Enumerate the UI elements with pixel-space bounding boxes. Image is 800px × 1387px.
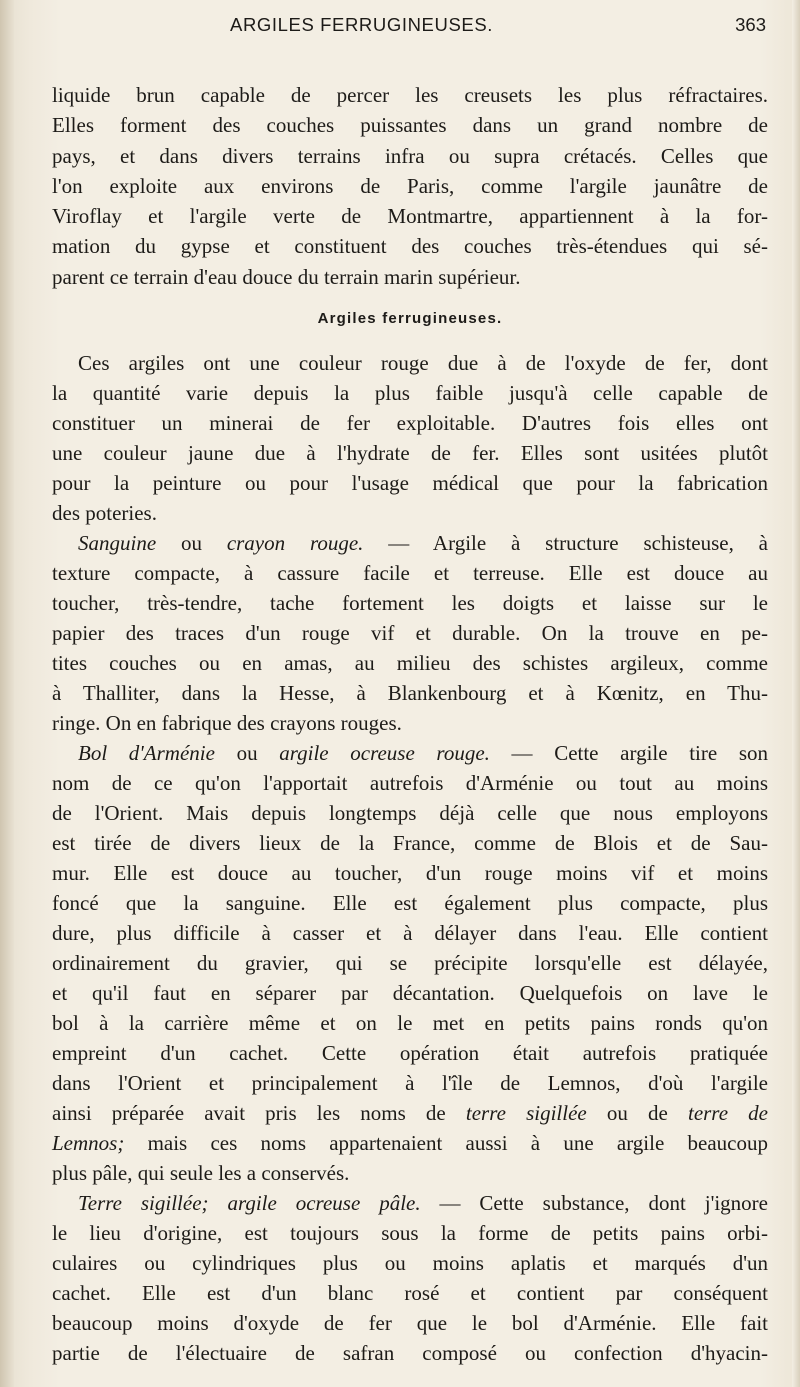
entry-text: — Cette argile tire son (489, 741, 769, 765)
entry-bol-first-line (52, 738, 768, 768)
term-sanguine: Sanguine (78, 531, 157, 555)
text-line: toucher, très-tendre, tache fortement les doigts et laisse sur le (52, 591, 768, 615)
text-line: papier des traces d'un rouge vif et durable. On la trouve en pe- (52, 621, 768, 645)
text-line: la quantité varie depuis la plus faible jusqu'à celle capable de (52, 381, 768, 405)
page-edge (792, 0, 800, 1387)
text-line (52, 1098, 768, 1128)
text-line: Viroflay et l'argile verte de Montmartre, appartiennent à la for- (52, 204, 768, 228)
text-line: des poteries. (52, 501, 157, 525)
text-span: ainsi préparée avait pris les noms de (52, 1101, 466, 1125)
running-head: ARGILES FERRUGINEUSES. (230, 14, 494, 35)
term-bol-armenie: Bol d'Arménie (78, 741, 215, 765)
text-line: à Thalliter, dans la Hesse, à Blankenbourg et à Kœnitz, en Thu- (52, 681, 768, 705)
text-line: une couleur jaune due à l'hydrate de fer. Elles sont usitées plutôt (52, 441, 768, 465)
text-line: de l'Orient. Mais depuis longtemps déjà celle que nous employons (52, 801, 768, 825)
text-line: pays, et dans divers terrains infra ou supra crétacés. Celles que (52, 144, 768, 168)
entry-text: — Argile à structure schisteuse, à (363, 531, 768, 555)
text-span: ou de (586, 1101, 688, 1125)
text-line: plus pâle, qui seule les a conservés. (52, 1161, 350, 1185)
page-number: 363 (735, 14, 766, 35)
text-line: cachet. Elle est d'un blanc rosé et contient par conséquent (52, 1281, 768, 1305)
text-line (52, 1128, 768, 1158)
connector: ou (156, 531, 227, 555)
term-terre-sigillee-pale: Terre sigillée; argile ocreuse pâle. (78, 1191, 421, 1215)
text-line: et qu'il faut en séparer par décantation. Quelquefois on lave le (52, 981, 768, 1005)
text-line: ringe. On en fabrique des crayons rouges. (52, 711, 402, 735)
text-line: beaucoup moins d'oxyde de fer que le bol d'Arménie. Elle fait (52, 1311, 768, 1335)
term-terre-de: terre de (687, 1101, 768, 1125)
connector: ou (214, 741, 280, 765)
text-line: mation du gypse et constituent des couches très-étendues qui sé- (52, 234, 768, 258)
text-line: Ces argiles ont une couleur rouge due à de l'oxyde de fer, dont (78, 351, 768, 375)
text-line: Elles forment des couches puissantes dans un grand nombre de (52, 113, 768, 137)
term-lemnos: Lemnos; (52, 1131, 125, 1155)
entry-terre-sigillee-first-line (52, 1188, 768, 1218)
text-line: l'on exploite aux environs de Paris, comme l'argile jaunâtre de (52, 174, 768, 198)
entry-text: — Cette substance, dont j'ignore (420, 1191, 768, 1215)
text-line: dure, plus difficile à casser et à délayer dans l'eau. Elle contient (52, 921, 768, 945)
text-line: empreint d'un cachet. Cette opération était autrefois pratiquée (52, 1041, 768, 1065)
text-line: mur. Elle est douce au toucher, d'un rouge moins vif et moins (52, 861, 768, 885)
text-span: mais ces noms appartenaient aussi à une argile beaucoup (124, 1131, 768, 1155)
text-line: parent ce terrain d'eau douce du terrain marin supérieur. (52, 265, 521, 289)
text-line: culaires ou cylindriques plus ou moins aplatis et marqués d'un (52, 1251, 768, 1275)
text-line: tites couches ou en amas, au milieu des schistes argileux, comme (52, 651, 768, 675)
text-line: dans l'Orient et principalement à l'île de Lemnos, d'où l'argile (52, 1071, 768, 1095)
term-terre-sigillee: terre sigillée (465, 1101, 587, 1125)
text-line: texture compacte, à cassure facile et terreuse. Elle est douce au (52, 561, 768, 585)
text-line: foncé que la sanguine. Elle est également plus compacte, plus (52, 891, 768, 915)
text-line: nom de ce qu'on l'apportait autrefois d'Arménie ou tout au moins (52, 771, 768, 795)
binding-gutter (0, 0, 14, 1387)
term-crayon-rouge: crayon rouge. (226, 531, 364, 555)
text-line: pour la peinture ou pour l'usage médical que pour la fabrication (52, 471, 768, 495)
section-heading: Argiles ferrugineuses. (317, 310, 503, 327)
text-line: est tirée de divers lieux de la France, comme de Blois et de Sau- (52, 831, 768, 855)
text-line: liquide brun capable de percer les creusets les plus réfractaires. (52, 83, 768, 107)
text-line: partie de l'électuaire de safran composé ou confection d'hyacin- (52, 1341, 768, 1365)
text-line: ordinairement du gravier, qui se précipite lorsqu'elle est délayée, (52, 951, 768, 975)
text-line: constituer un minerai de fer exploitable. D'autres fois elles ont (52, 411, 768, 435)
term-argile-ocreuse-rouge: argile ocreuse rouge. (279, 741, 490, 765)
text-line: le lieu d'origine, est toujours sous la forme de petits pains orbi- (52, 1221, 768, 1245)
entry-sanguine-first-line (52, 528, 768, 558)
text-line: bol à la carrière même et on le met en petits pains ronds qu'on (52, 1011, 768, 1035)
page-header (50, 14, 770, 44)
